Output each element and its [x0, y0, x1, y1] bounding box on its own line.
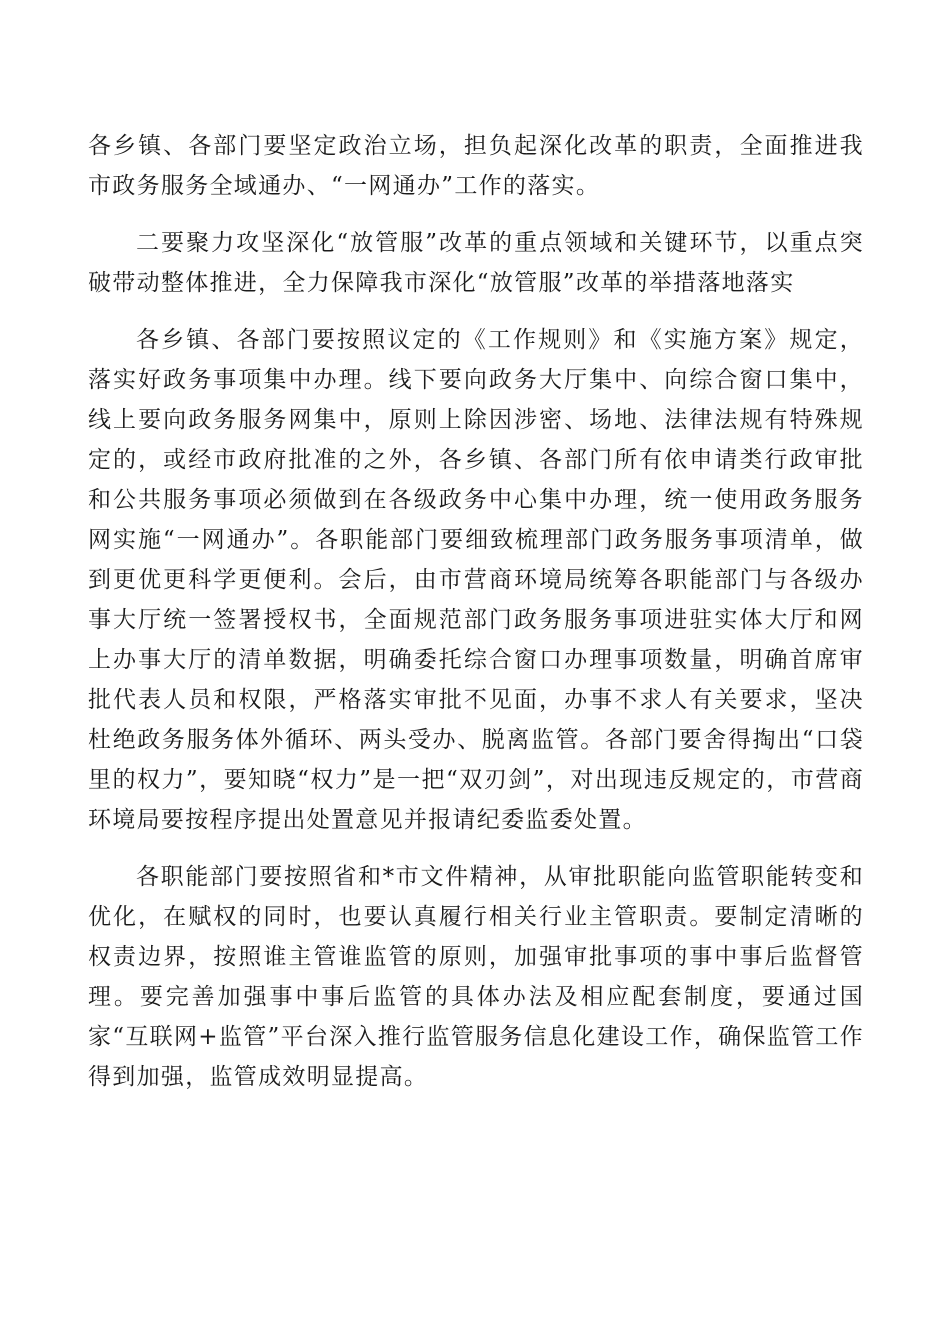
paragraph-continuation: 各乡镇、各部门要坚定政治立场，担负起深化改革的职责，全面推进我市政务服务全域通办、“一网通办”工作的落实。	[88, 133, 864, 199]
paragraph-centralized-handling: 各乡镇、各部门要按照议定的《工作规则》和《实施方案》规定，落实好政务事项集中办理。线下要向政务大厅集中、向综合窗口集中，线上要向政务服务网集中，原则上除因涉密、场地、法律法规有特殊规定的，或经市政府批准的之外，各乡镇、各部门所有依申请类行政审批和公共服务事项必须做到在各级政务中心集中办理，统一使用政务服务网实施“一网通办”。各职能部门要细致梳理部门政务服务事项清单，做到更优更科学更便利。会后，由市营商环境局统筹各职能部门与各级办事大厅统一签署授权书，全面规范部门政务服务事项进驻实体大厅和网上办事大厅的清单数据，明确委托综合窗口办理事项数量，明确首席审批代表人员和权限，严格落实审批不见面，办事不求人有关要求，坚决杜绝政务服务体外循环、两头受办、脱离监管。各部门要舍得掏出“口袋里的权力”，要知晓“权力”是一把“双刃剑”，对出现违反规定的，市营商环境局要按程序提出处置意见并报请纪委监委处置。	[88, 327, 864, 833]
paragraph-supervision: 各职能部门要按照省和*市文件精神，从审批职能向监管职能转变和优化，在赋权的同时，也要认真履行相关行业主管职责。要制定清晰的权责边界，按照谁主管谁监管的原则，加强审批事项的事中事后监督管理。要完善加强事中事后监管的具体办法及相应配套制度，要通过国家“互联网+监管”平台深入推行监管服务信息化建设工作，确保监管工作得到加强，监管成效明显提高。	[88, 864, 864, 1090]
document-body	[88, 126, 864, 1114]
paragraph-section-heading: 二要聚力攻坚深化“放管服”改革的重点领域和关键环节，以重点突破带动整体推进，全力保障我市深化“放管服”改革的举措落地落实	[88, 230, 864, 296]
